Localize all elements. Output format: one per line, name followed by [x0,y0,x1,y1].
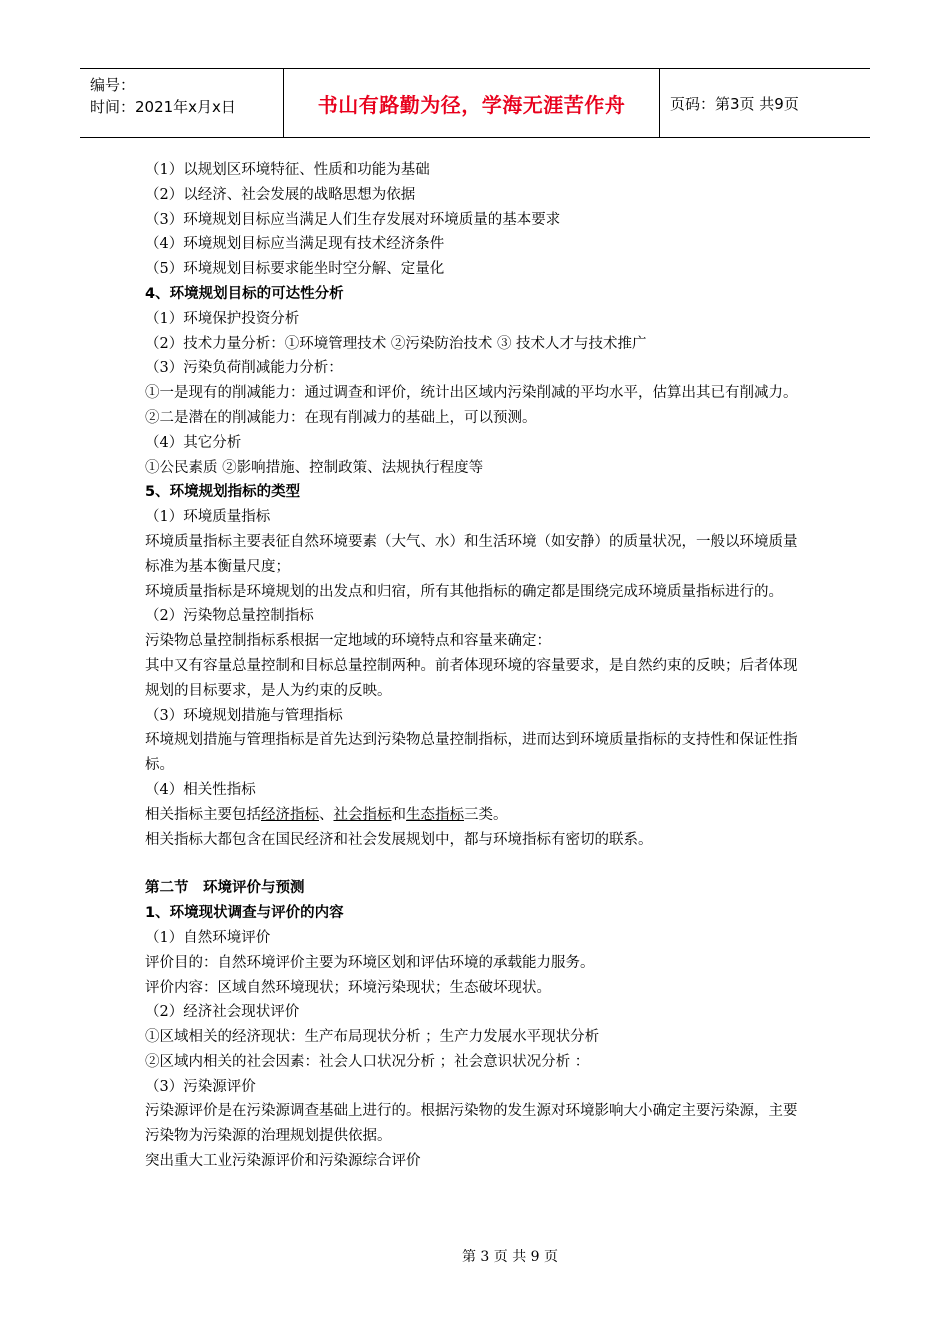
text-line: ①公民素质 ②影响措施、控制政策、法规执行程度等 [145,459,484,476]
text-line: 环境质量指标主要表征自然环境要素（大气、水）和生活环境（如安静）的质量状况，一般以环境质量标准为基本衡量尺度； [145,533,798,575]
text-line: （3）污染负荷削减能力分析： [145,360,343,377]
ecological-indicator-link[interactable]: 生态指标 [406,806,464,823]
text-line: （4）其它分析 [145,434,242,451]
economic-indicator-link[interactable]: 经济指标 [261,806,319,823]
text-line: 污染物总量控制指标系根据一定地域的环境特点和容量来确定： [145,633,551,650]
time-label: 时间：2021年x月x日 [90,98,236,116]
page-info: 页码：第3页 共9页 [670,94,799,113]
text-line: （4）相关性指标 [145,781,256,798]
document-body [145,158,810,1174]
text-line: （2）以经济、社会发展的战略思想为依据 [145,186,416,203]
heading: 5、环境规划指标的类型 [145,484,301,501]
text-line: （1）环境保护投资分析 [145,310,300,327]
text-line: （1）自然环境评价 [145,929,271,946]
related-sep: 和 [391,806,406,823]
text-line: 环境规划措施与管理指标是首先达到污染物总量控制指标，进而达到环境质量指标的支持性和保证性指标。 [145,732,798,774]
text-line: （3）环境规划目标应当满足人们生存发展对环境质量的基本要求 [145,211,561,228]
related-prefix: 相关指标主要包括 [145,806,261,823]
text-line: ①一是现有的削减能力：通过调查和评价，统计出区域内污染削减的平均水平，估算出其已有削减力。 [145,385,798,402]
page-header [80,68,870,138]
number-label: 编号： [90,76,136,94]
text-line: ①区域相关的经济现状：生产布局现状分析 ；生产力发展水平现状分析 [145,1029,600,1046]
text-line: 突出重大工业污染源评价和污染源综合评价 [145,1153,421,1170]
blank-line [145,852,810,876]
related-sep: 、 [319,806,334,823]
text-line: （2）技术力量分析：①环境管理技术 ②污染防治技术 ③ 技术人才与技术推广 [145,335,647,352]
text-line: ②二是潜在的削减能力：在现有削减力的基础上，可以预测。 [145,409,537,426]
header-middle [284,69,660,137]
heading: 4、环境规划目标的可达性分析 [145,285,344,302]
related-indicators-line [145,803,810,828]
text-line: （1）以规划区环境特征、性质和功能为基础 [145,162,430,178]
text-line: （3）污染源评价 [145,1078,256,1095]
social-indicator-link[interactable]: 社会指标 [333,806,392,823]
page-footer: 第 3 页 共 9 页 [461,1249,559,1265]
heading: 1、环境现状调查与评价的内容 [145,905,344,922]
text-line: （1）环境质量指标 [145,509,271,526]
text-line: （3）环境规划措施与管理指标 [145,707,343,724]
text-line: 相关指标大都包含在国民经济和社会发展规划中，都与环境指标有密切的联系。 [145,831,653,848]
motto: 书山有路勤为径，学海无涯苦作舟 [317,92,626,117]
header-left [80,69,284,137]
section-heading: 第二节 环境评价与预测 [145,880,305,897]
text-line: 评价内容：区域自然环境现状；环境污染现状；生态破坏现状。 [145,979,551,996]
related-suffix: 三类。 [464,806,508,823]
text-line: （4）环境规划目标应当满足现有技术经济条件 [145,236,445,253]
text-line: 其中又有容量总量控制和目标总量控制两种。前者体现环境的容量要求，是自然约束的反映；后者体现规划的目标要求，是人为约束的反映。 [145,657,798,699]
text-line: （2）污染物总量控制指标 [145,608,314,625]
text-line: （2）经济社会现状评价 [145,1004,300,1021]
text-line: 评价目的：自然环境评价主要为环境区划和评估环境的承载能力服务。 [145,954,595,971]
text-line: 污染源评价是在污染源调查基础上进行的。根据污染物的发生源对环境影响大小确定主要污染源，主要污染物为污染源的治理规划提供依据。 [145,1103,798,1145]
text-line: （5）环境规划目标要求能坐时空分解、定量化 [145,261,445,278]
text-line: ②区域内相关的社会因素：社会人口状况分析 ；社会意识状况分析 ： [145,1053,590,1070]
header-right [660,69,870,137]
text-line: 环境质量指标是环境规划的出发点和归宿，所有其他指标的确定都是围绕完成环境质量指标进行的。 [145,583,783,600]
